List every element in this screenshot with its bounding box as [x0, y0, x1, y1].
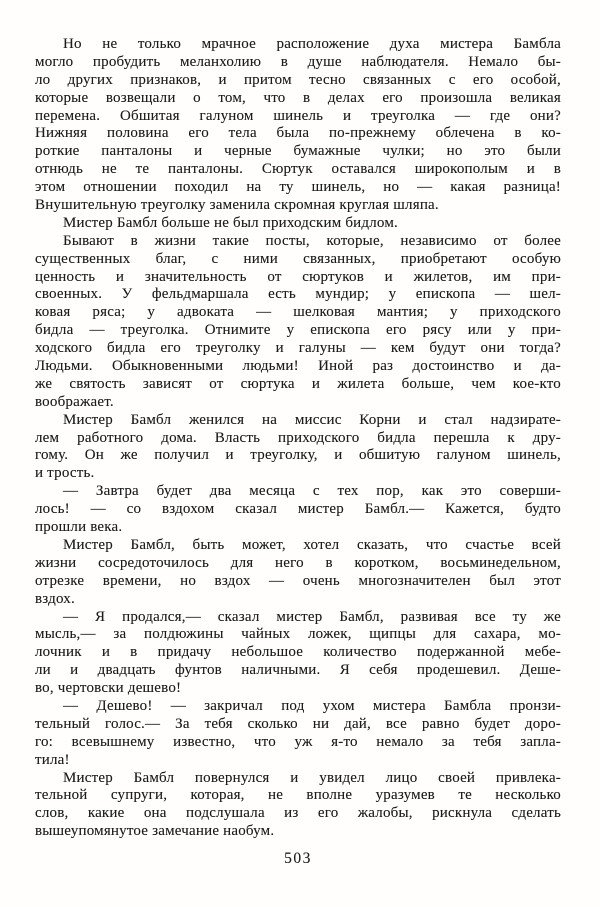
text-line: Мистер Бамбл, быть может, хотел сказать, что счастье всей	[63, 536, 561, 553]
text-line: ло других признаков, и притом тесно связанных с его особой,	[35, 71, 561, 88]
paragraph	[35, 36, 561, 215]
text-line: гому. Он же получил и треуголку, и обшитую галуном шинель,	[35, 447, 561, 464]
text-line: лось! — со вздохом сказал мистер Бамбл.— Кажется, будто	[35, 501, 561, 518]
paragraph	[35, 609, 561, 698]
text-line: слов, какие она подслушала из его жалобы, рискнула сделать	[35, 805, 561, 822]
text-line: тельный голос.— За тебя сколько ни дай, все равно будет доро-	[35, 715, 561, 732]
text-line: — Я продался,— сказал мистер Бамбл, развивая все ту же	[63, 608, 561, 625]
text-line: го: всевышнему известно, что уж я-то немало за тебя запла-	[35, 733, 561, 750]
page-number: 503	[284, 850, 312, 867]
paragraph	[35, 537, 561, 609]
page-text	[35, 36, 561, 841]
text-line: отнюдь не те панталоны. Сюртук оставался широкополым и в	[35, 161, 561, 178]
text-line: могло пробудить меланхолию в душе наблюдателя. Немало бы-	[35, 53, 561, 70]
text-line: существенных благ, с ними связанных, приобретают особую	[35, 250, 561, 267]
text-line: бидла — треуголка. Отнимите у епископа его рясу или у при-	[35, 322, 561, 339]
text-line: вышеупомянутое замечание наобум.	[35, 823, 275, 840]
text-line: мысль,— за полдюжины чайных ложек, щипцы для сахара, мо-	[35, 626, 561, 643]
text-line: которые возвещали о том, что в делах его произошла великая	[35, 89, 561, 106]
text-line: же святость зависят от сюртука и жилета больше, чем кое-кто	[35, 375, 561, 392]
text-line: во, чертовски дешево!	[35, 680, 182, 697]
text-line: ли и двадцать фунтов наличными. Я себя продешевил. Деше-	[35, 662, 561, 679]
text-line: роткие панталоны и черные бумажные чулки; но это были	[35, 143, 561, 160]
text-line: ковая ряса; у адвоката — шелковая мантия; у приходского	[35, 304, 561, 321]
text-line: Внушительную треуголку заменила скромная круглая шляпа.	[35, 197, 439, 214]
paragraph	[35, 698, 561, 770]
text-line: лочник и в придачу небольшое количество подержанной мебе-	[35, 644, 561, 661]
text-line: прошли века.	[35, 519, 123, 536]
text-line: Людьми. Обыкновенными людьми! Иной раз достоинство и да-	[35, 358, 561, 375]
text-line: — Дешево! — закричал под ухом мистера Бамбла пронзи-	[63, 697, 561, 714]
text-line: лем работного дома. Власть приходского бидла перешла к дру-	[35, 429, 561, 446]
paragraph	[35, 770, 561, 842]
paragraph	[35, 412, 561, 484]
text-line: ценность и значительность от сюртуков и жилетов, им при-	[35, 268, 561, 285]
text-line: Но не только мрачное расположение духа мистера Бамбла	[63, 36, 561, 52]
text-line: Бывают в жизни такие посты, которые, независимо от более	[63, 232, 561, 249]
text-line: отрезке времени, но вздох — очень многозначителен был этот	[35, 572, 561, 589]
text-line: перемена. Обшитая галуном шинель и треуголка — где они?	[35, 107, 561, 124]
text-line: этом отношении походил на ту шинель, но — какая разница!	[35, 179, 561, 196]
text-line: Мистер Бамбл повернулся и увидел лицо своей привлека-	[63, 769, 561, 786]
paragraph	[35, 233, 561, 412]
text-line: тельной супруги, которая, не вполне уразумев те несколько	[35, 787, 561, 804]
text-line: Мистер Бамбл женился на миссис Корни и стал надзирате-	[63, 411, 561, 428]
text-line: вздох.	[35, 590, 75, 607]
paragraph	[35, 483, 561, 537]
text-line: Мистер Бамбл больше не был приходским бидлом.	[63, 214, 398, 231]
text-line: ходского бидла его треуголку и галуны — кем будут они тогда?	[35, 340, 561, 357]
text-line: Нижняя половина его тела была по-прежнему облечена в ко-	[35, 125, 561, 142]
text-line: своенных. У фельдмаршала есть мундир; у епископа — шел-	[35, 286, 561, 303]
text-line: и трость.	[35, 465, 95, 482]
text-line: — Завтра будет два месяца с тех пор, как это соверши-	[63, 483, 561, 500]
text-line: тила!	[35, 751, 70, 768]
text-line: жизни сосредоточилось для него в коротком, восьминедельном,	[35, 554, 561, 571]
text-line: воображает.	[35, 393, 114, 410]
paragraph	[35, 215, 561, 233]
